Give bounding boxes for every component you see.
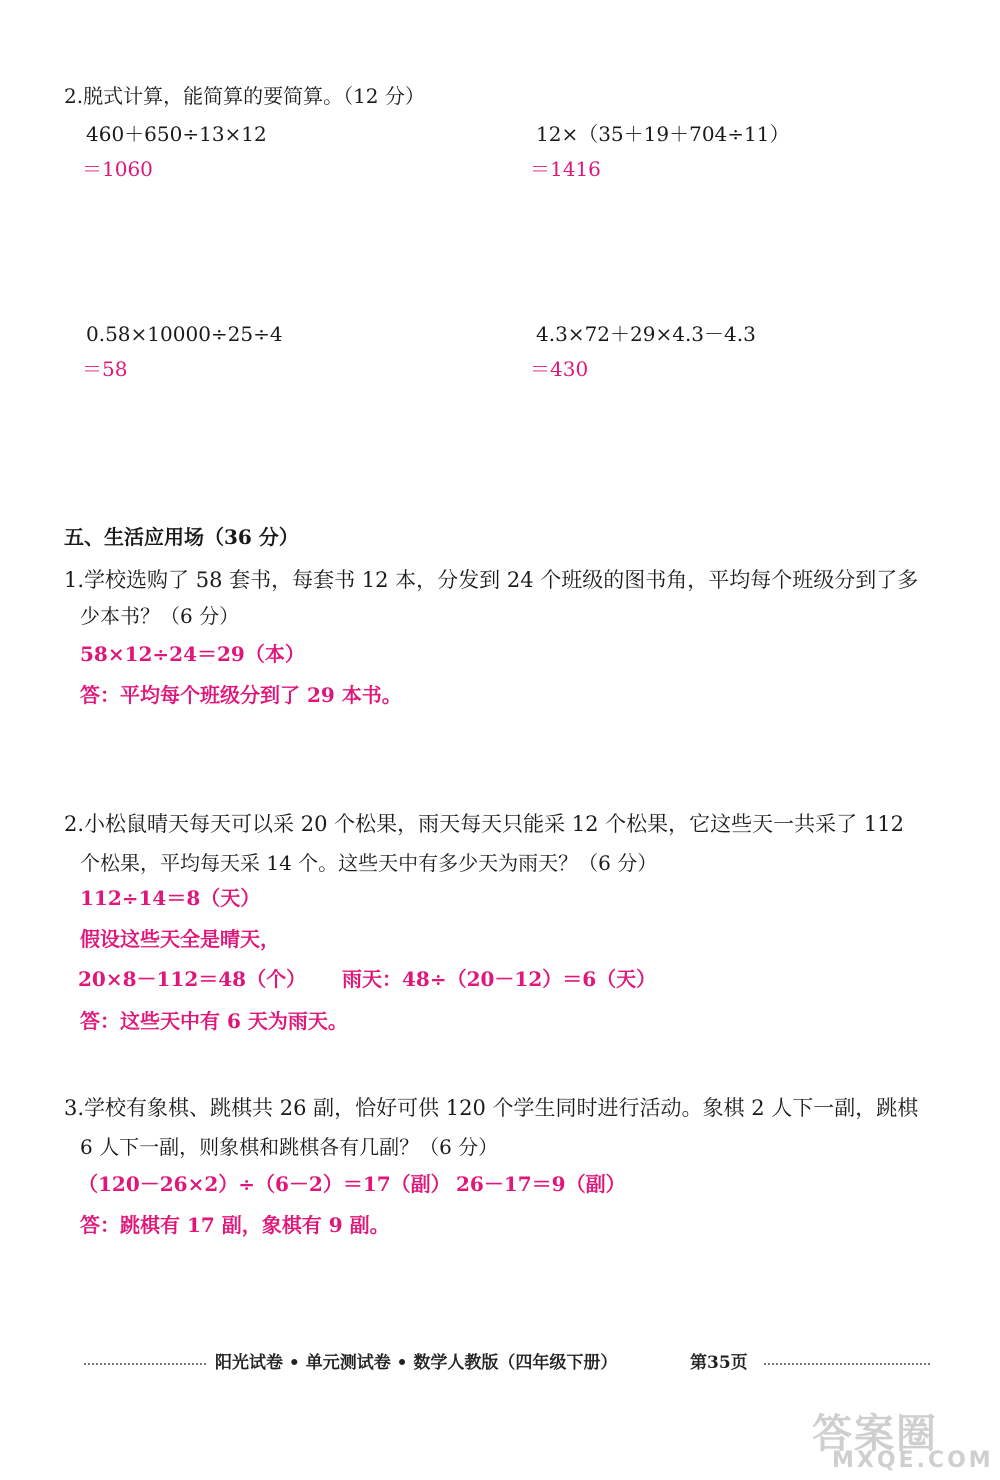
question-text: 少本书？（6 分） xyxy=(80,604,240,628)
answer-line: 答：这些天中有 6 天为雨天。 xyxy=(80,1009,348,1033)
answer-line: 答：平均每个班级分到了 29 本书。 xyxy=(80,683,402,707)
footer-dotted-rule xyxy=(84,1363,206,1365)
question-text: 2.小松鼠晴天每天可以采 20 个松果，雨天每天只能采 12 个松果，它这些天一共采了 112 xyxy=(64,812,904,836)
answer-line: 20×8－112＝48（个） xyxy=(78,967,307,991)
problem-expression: 0.58×10000÷25÷4 xyxy=(86,322,283,346)
answer-line: 26－17＝9（副） xyxy=(456,1172,626,1196)
footer-dotted-rule xyxy=(764,1363,930,1365)
problem-expression: 4.3×72＋29×4.3－4.3 xyxy=(536,322,756,346)
problem-answer: ＝1416 xyxy=(530,157,601,181)
answer-line: （120－26×2）÷（6－2）＝17（副） xyxy=(78,1172,451,1196)
question-title: 2.脱式计算，能简算的要简算。（12 分） xyxy=(64,84,425,108)
question-text: 3.学校有象棋、跳棋共 26 副，恰好可供 120 个学生同时进行活动。象棋 2 人下一副，跳棋 xyxy=(64,1096,919,1120)
section-heading: 五、生活应用场（36 分） xyxy=(64,525,299,549)
watermark-url: MXQE.COM xyxy=(832,1448,994,1473)
answer-line: 答：跳棋有 17 副，象棋有 9 副。 xyxy=(80,1213,390,1237)
problem-expression: 460＋650÷13×12 xyxy=(86,122,267,146)
problem-answer: ＝1060 xyxy=(82,157,153,181)
problem-expression: 12×（35＋19＋704÷11） xyxy=(536,122,790,146)
question-text: 6 人下一副，则象棋和跳棋各有几副？（6 分） xyxy=(80,1135,499,1159)
question-text: 个松果，平均每天采 14 个。这些天中有多少天为雨天？（6 分） xyxy=(80,851,658,875)
problem-answer: ＝58 xyxy=(82,357,128,381)
problem-answer: ＝430 xyxy=(530,357,589,381)
answer-line: 假设这些天全是晴天， xyxy=(80,927,280,951)
watermark-logo: 答案圈 xyxy=(812,1411,938,1457)
footer-text: 阳光试卷 • 单元测试卷 • 数学人教版（四年级下册） xyxy=(215,1353,618,1373)
answer-line: 雨天：48÷（20－12）＝6（天） xyxy=(342,967,657,991)
answer-line: 112÷14＝8（天） xyxy=(80,886,261,910)
question-text: 1.学校选购了 58 套书，每套书 12 本，分发到 24 个班级的图书角，平均每个班级分到了多 xyxy=(64,568,919,592)
answer-line: 58×12÷24＝29（本） xyxy=(80,642,305,666)
page-number: 第35页 xyxy=(690,1353,748,1373)
